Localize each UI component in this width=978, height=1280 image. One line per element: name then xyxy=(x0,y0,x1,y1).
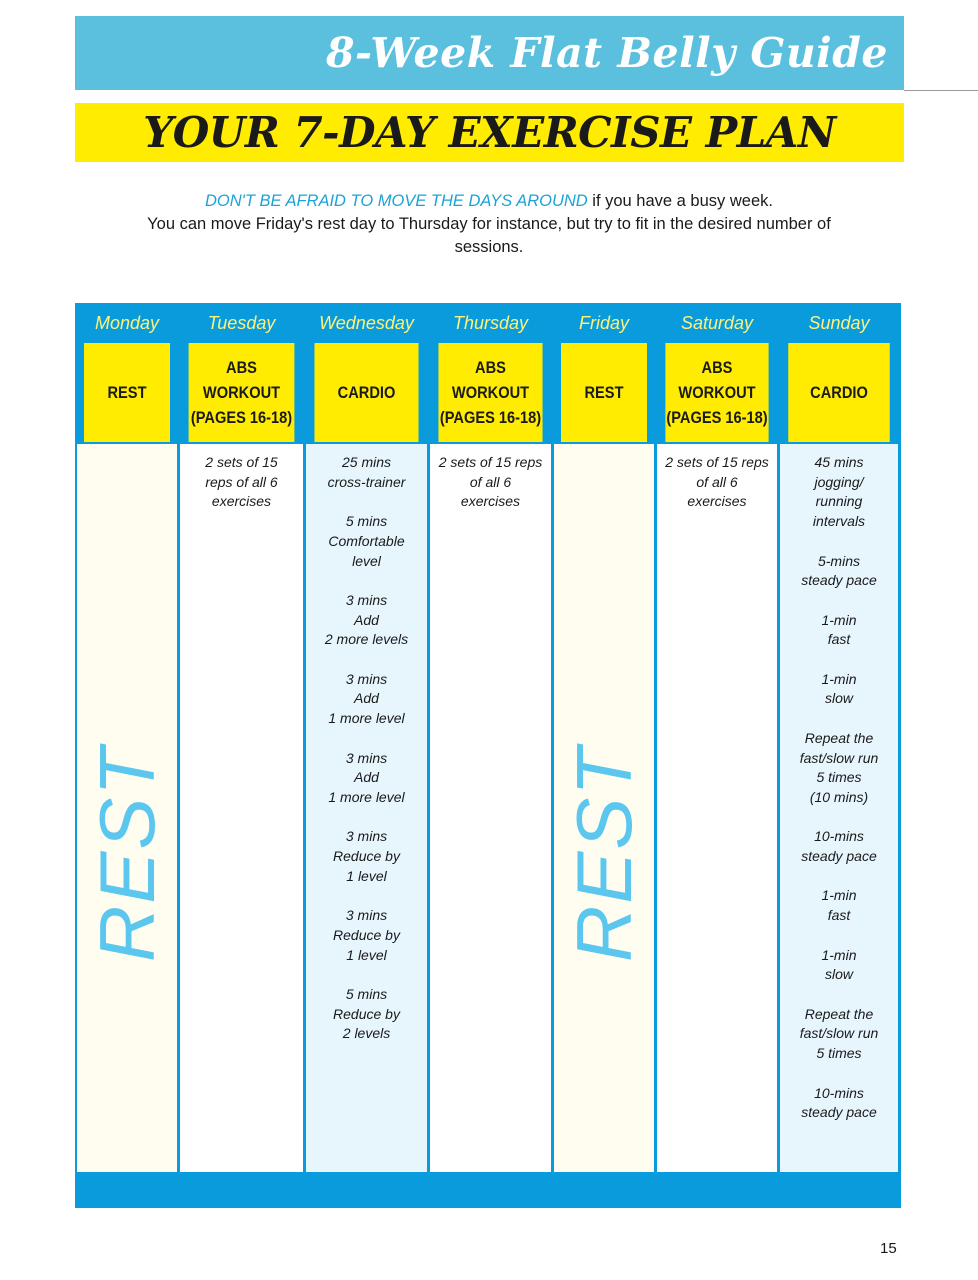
day-column-tuesday xyxy=(180,303,303,1208)
workout-type: REST xyxy=(561,343,647,442)
workout-type: CARDIO xyxy=(314,343,418,442)
intro-text-1: if you have a busy week. xyxy=(587,192,773,210)
exercise-detail: 2 sets of 15 reps of all 6 exercises xyxy=(205,454,278,510)
day-details xyxy=(657,444,777,1172)
workout-type: ABS WORKOUT (PAGES 16-18) xyxy=(438,343,542,442)
plan-heading-bar xyxy=(75,103,904,162)
day-column-sunday xyxy=(780,303,898,1208)
day-details xyxy=(780,444,898,1172)
day-column-friday xyxy=(554,303,654,1208)
day-label: Wednesday xyxy=(319,312,414,333)
page-number: 15 xyxy=(880,1240,897,1257)
day-label: Sunday xyxy=(808,312,870,333)
workout-type: CARDIO xyxy=(788,343,889,442)
exercise-detail: 25 mins cross-trainer 5 mins Comfortable level 3 mins Add 2 more levels 3 mins Add 1 more level 3 mins Add 1 more level 3 mins Reduce by 1 level 3 mins Reduce by 1 level 5 mins Reduce by 2 levels xyxy=(324,454,409,1042)
day-label: Monday xyxy=(94,312,160,333)
exercise-detail: 45 mins jogging/ running intervals 5-mins steady pace 1-min fast 1-min slow Repeat the fast/slow run 5 times (10 mins) 10-mins steady pace 1-min fast 1-min slow Repeat the fast/slow run 5 times 10-mins steady pace xyxy=(799,454,879,1121)
day-column-wednesday xyxy=(306,303,427,1208)
day-label: Tuesday xyxy=(207,312,276,333)
rest-label: REST xyxy=(560,745,648,963)
day-column-saturday xyxy=(657,303,777,1208)
day-label: Thursday xyxy=(452,312,529,333)
day-details xyxy=(77,444,177,1172)
day-column-thursday xyxy=(430,303,551,1208)
day-column-monday xyxy=(77,303,177,1208)
intro-paragraph xyxy=(130,190,848,259)
day-details xyxy=(180,444,303,1172)
day-details xyxy=(306,444,427,1172)
guide-title-bar xyxy=(75,16,904,90)
day-label: Saturday xyxy=(680,312,754,333)
title-rule xyxy=(904,90,978,91)
intro-highlight: DON'T BE AFRAID TO MOVE THE DAYS AROUND xyxy=(205,192,588,210)
guide-title: 8-Week Flat Belly Guide xyxy=(326,29,888,77)
day-details xyxy=(554,444,654,1172)
workout-type: ABS WORKOUT (PAGES 16-18) xyxy=(189,343,295,442)
day-details xyxy=(430,444,551,1172)
workout-type: ABS WORKOUT (PAGES 16-18) xyxy=(665,343,768,442)
rest-label: REST xyxy=(83,745,171,963)
intro-text-2: You can move Friday's rest day to Thursday for instance, but try to fit in the desired number of sessions. xyxy=(147,215,831,256)
exercise-detail: 2 sets of 15 reps of all 6 exercises xyxy=(665,454,769,510)
weekly-plan-table xyxy=(75,303,901,1208)
plan-heading: YOUR 7-DAY EXERCISE PLAN xyxy=(143,108,836,157)
day-label: Friday xyxy=(578,312,629,333)
workout-type: REST xyxy=(84,343,170,442)
exercise-detail: 2 sets of 15 reps of all 6 exercises xyxy=(438,454,543,510)
